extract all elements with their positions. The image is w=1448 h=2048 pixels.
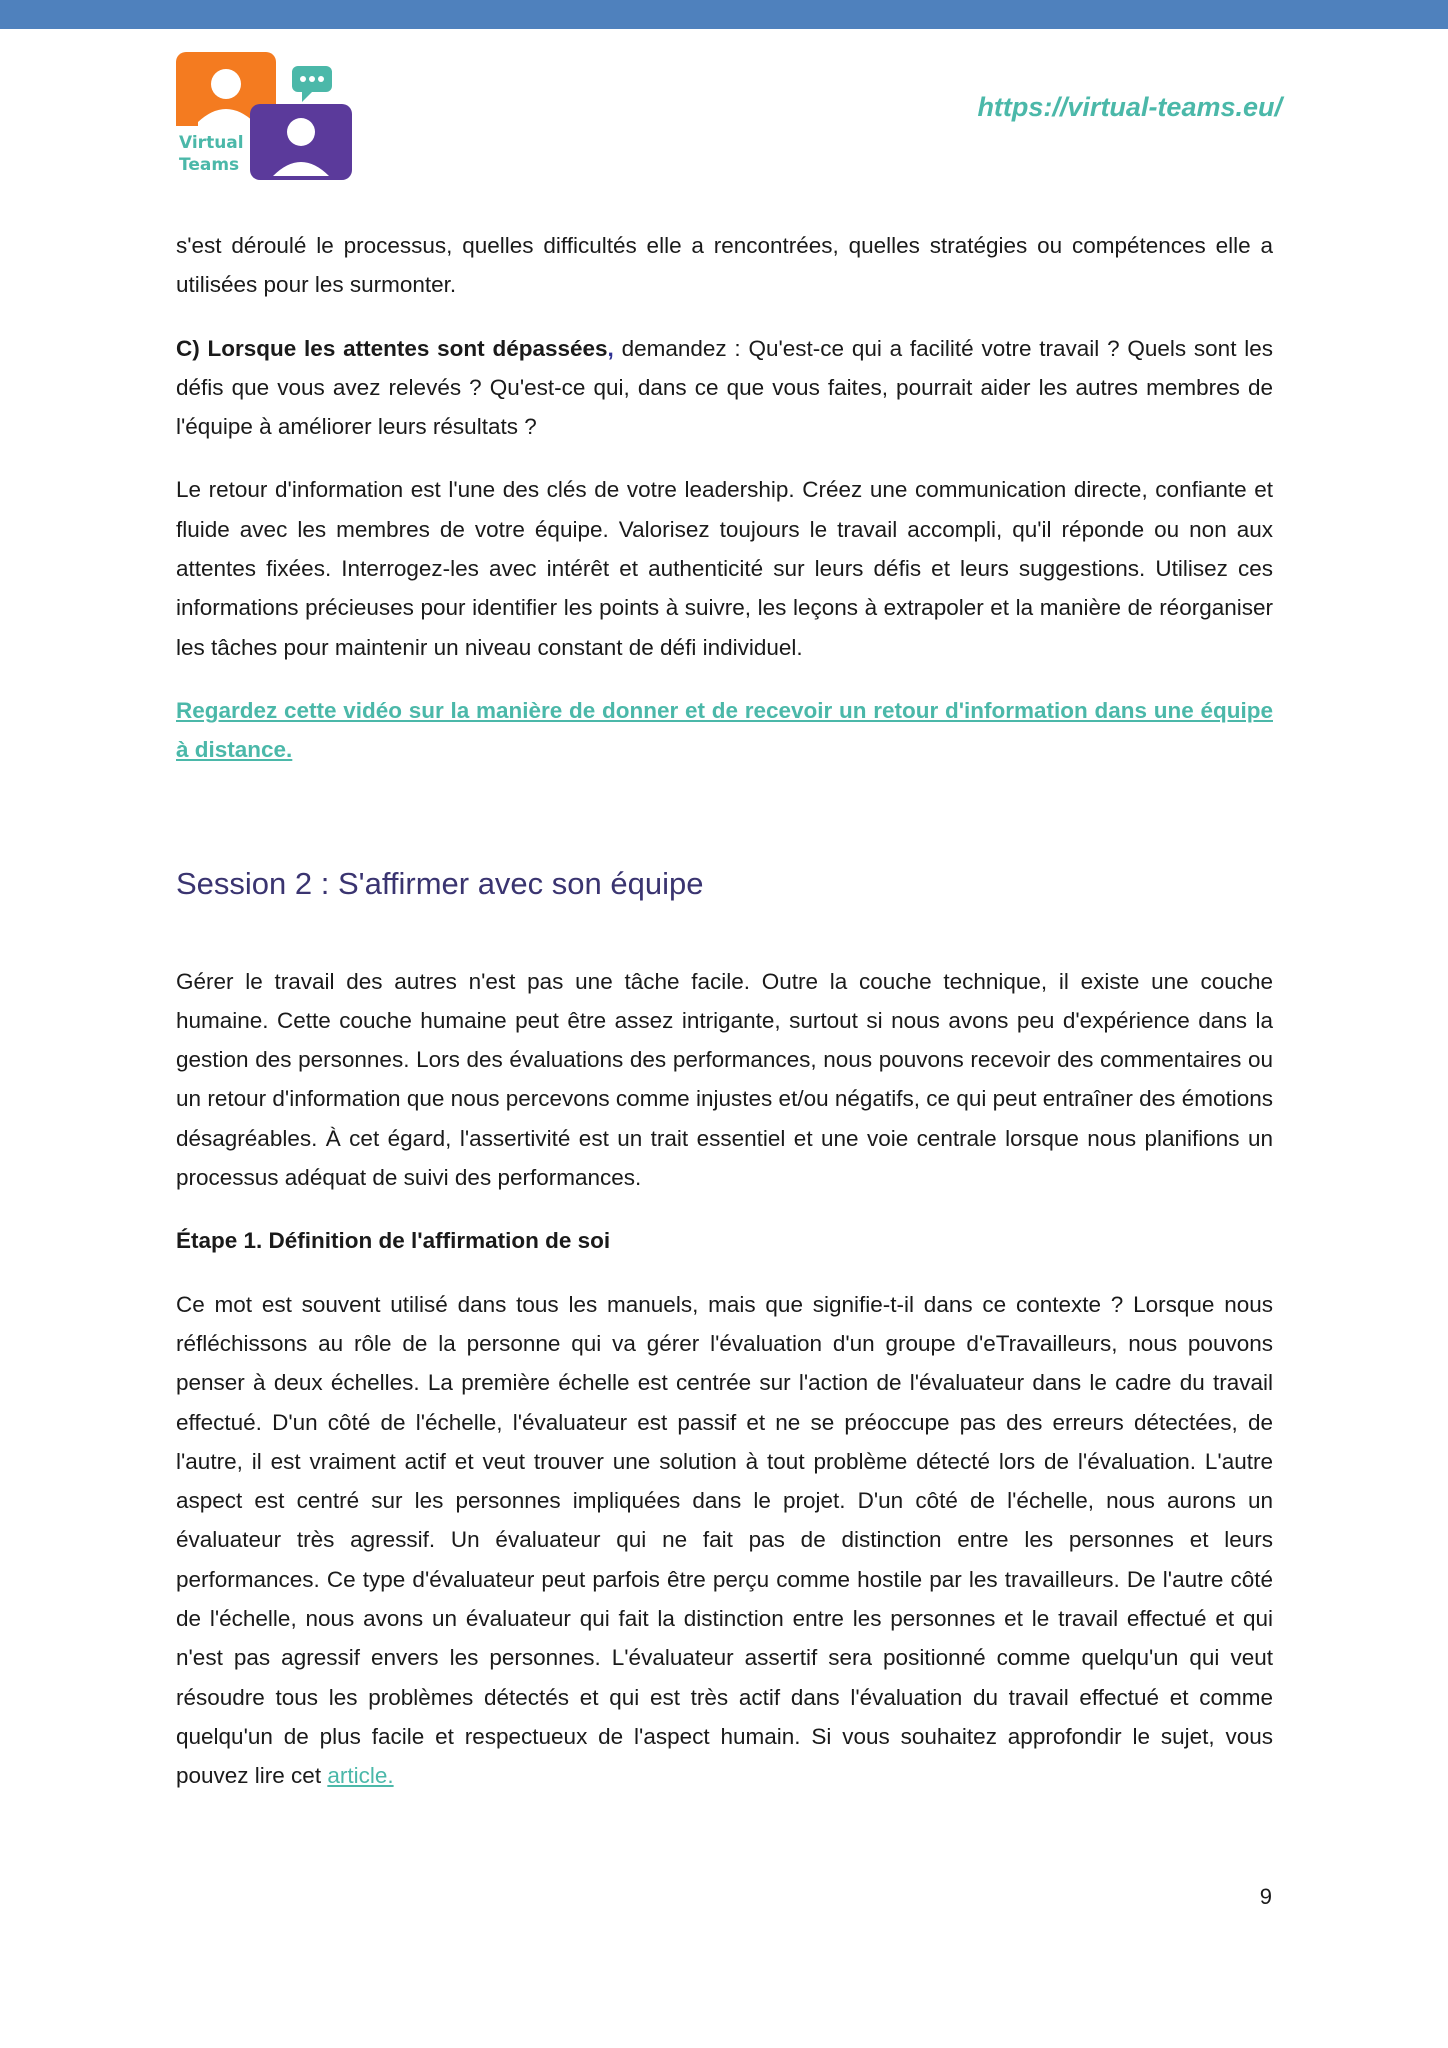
- paragraph-feedback-leadership: Le retour d'information est l'une des clés de votre leadership. Créez une communication directe, confiante et fluide avec les membres de votre équipe. Valorisez toujours le travail accompli, qu'il réponde ou non aux attentes fixées. Interrogez-les avec intérêt et authenticité sur leurs défis et leurs suggestions. Utilisez ces informations précieuses pour identifier les points à suivre, les leçons à extrapoler et la manière de réorganiser les tâches pour maintenir un niveau constant de défi individuel.: [176, 477, 1273, 660]
- header-website-link[interactable]: https://virtual-teams.eu/: [977, 92, 1282, 122]
- step-heading: Étape 1. Définition de l'affirmation de soi: [176, 1228, 611, 1254]
- logo-text-line2: Teams: [179, 155, 240, 175]
- expectations-exceeded-text: demandez : Qu'est-ce qui a facilité votre travail ? Quels sont les défis que vous avez relevés ? Qu'est-ce qui, dans ce que vous faites, pourrait aider les autres membres de l'équipe à améliorer leurs résultats ?: [176, 335, 1273, 440]
- top-bar: [0, 0, 1448, 29]
- paragraph-continuation: s'est déroulé le processus, quelles difficultés elle a rencontrées, quelles stratégies ou compétences elle a utilisées pour les surmonter.: [176, 233, 1273, 298]
- paragraph-assertiveness-definition: [176, 1285, 1273, 1796]
- session-title: Session 2 : S'affirmer avec son équipe: [176, 865, 704, 901]
- label-comma: ,: [607, 335, 614, 361]
- video-link[interactable]: Regardez cette vidéo sur la manière de donner et de recevoir un retour d'information dans une équipe à distance.: [176, 697, 1273, 763]
- paragraph-session-intro: Gérer le travail des autres n'est pas une tâche facile. Outre la couche technique, il existe une couche humaine. Cette couche humaine peut être assez intrigante, surtout si nous avons peu d'expérience dans la gestion des personnes. Lors des évaluations des performances, nous pouvons recevoir des commentaires ou un retour d'information que nous percevons comme injustes et/ou négatifs, ce qui peut entraîner des émotions désagréables. À cet égard, l'assertivité est un trait essentiel et une voie centrale lorsque nous planifions un processus adéquat de suivi des performances.: [176, 968, 1273, 1191]
- page-content: [176, 226, 1273, 1796]
- expectations-exceeded-label: C) Lorsque les attentes sont dépassées: [176, 335, 608, 361]
- article-link[interactable]: article.: [327, 1763, 394, 1789]
- paragraph-expectations-exceeded: [176, 329, 1273, 447]
- paragraph-video: [176, 691, 1273, 770]
- assertiveness-text: Ce mot est souvent utilisé dans tous les manuels, mais que signifie-t-il dans ce contexte ? Lorsque nous réfléchissons au rôle de la personne qui va gérer l'évaluation d'un groupe d'eTravailleurs, nous pouvons penser à deux échelles. La première échelle est centrée sur l'action de l'évaluateur dans le cadre du travail effectué. D'un côté de l'échelle, l'évaluateur est passif et ne se préoccupe pas des erreurs détectées, de l'autre, il est vraiment actif et veut trouver une solution à tout problème détecté lors de l'évaluation. L'autre aspect est centré sur les personnes impliquées dans le projet. D'un côté de l'échelle, nous aurons un évaluateur très agressif. Un évaluateur qui ne fait pas de distinction entre les personnes et leurs performances. Ce type d'évaluateur peut parfois être perçu comme hostile par les travailleurs. De l'autre côté de l'échelle, nous avons un évaluateur qui fait la distinction entre les personnes et le travail effectué et qui n'est pas agressif envers les personnes. L'évaluateur assertif sera positionné comme quelqu'un qui veut résoudre tous les problèmes détectés et qui est très actif dans l'évaluation du travail effectué et comme quelqu'un de plus facile et respectueux de l'aspect humain. Si vous souhaitez approfondir le sujet, vous pouvez lire cet: [176, 1291, 1273, 1789]
- virtual-teams-logo: [176, 52, 354, 180]
- logo-text-line1: Virtual: [179, 133, 244, 153]
- page-number: 9: [1259, 1884, 1272, 1909]
